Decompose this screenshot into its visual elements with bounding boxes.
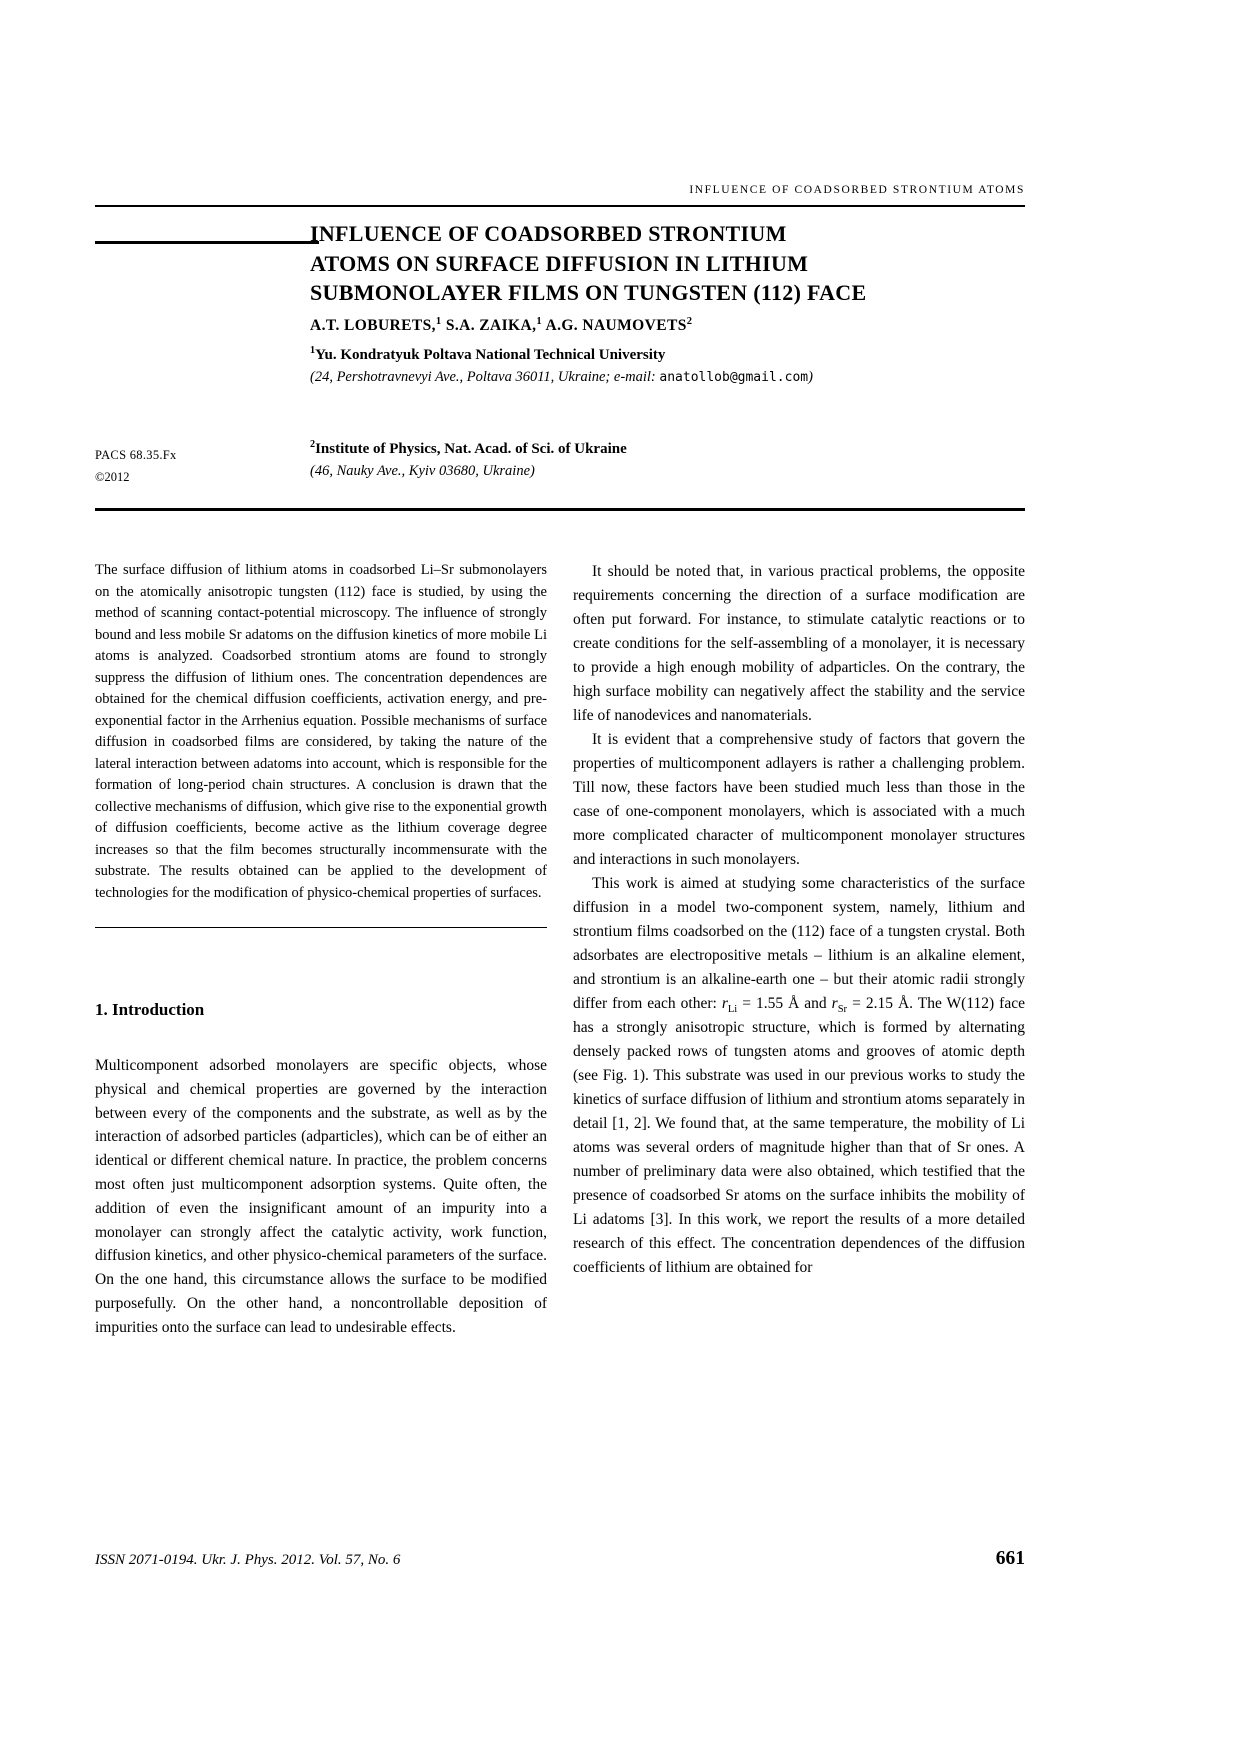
body-paragraph-3: This work is aimed at studying some characteristics of the surface diffusion in a model two-component system, namely, lithium and strontium films coadsorbed on the (112) face of a tungsten crystal. Both adsorbates are electropositive metals – lithium is an alkaline element, and strontium is an alkaline-earth one – but their atomic radii strongly differ from each other: $r_{Li} = 1.55$ Å and $r_{Sr} = 2.15$ Å. The W(112) face has a strongly anisotropic structure, which is formed by alternating densely packed rows of tungsten atoms and grooves of atomic depth (see Fig. 1). This substrate was used in our previous works to study the kinetics of surface diffusion of lithium and strontium atoms separately in detail [1, 2]. We found that, at the same temperature, the mobility of Li atoms was several orders of magnitude higher than that of Sr ones. A number of preliminary data were also obtained, which testified that the presence of coadsorbed Sr atoms on the surface inhibits the mobility of Li adatoms [3]. In this work, we report the results of a more detailed research of this effect. The concentration dependences of the diffusion coefficients of lithium are obtained for bbox=[573, 875, 1025, 1276]
abstract-divider bbox=[95, 927, 547, 928]
title-line-1: INFLUENCE OF COADSORBED STRONTIUM bbox=[310, 221, 787, 246]
affiliation-2-name: $^2$Institute of Physics, Nat. Acad. of Sci. of Ukraine bbox=[310, 439, 627, 457]
issn-line: ISSN 2071-0194. Ukr. J. Phys. 2012. Vol. 57, No. 6 bbox=[95, 1552, 401, 1568]
authors-line: A.T. LOBURETS,$^1$ S.A. ZAIKA,$^1$ A.G. NAUMOVETS$^2$ bbox=[310, 315, 693, 334]
article-title bbox=[310, 219, 1030, 308]
abstract-text: The surface diffusion of lithium atoms in coadsorbed Li–Sr submonolayers on the atomically anisotropic tungsten (112) face is studied, by using the method of scanning contact-potential microscopy. The influence of strongly bound and less mobile Sr adatoms on the diffusion kinetics of more mobile Li atoms is analyzed. Coadsorbed strontium atoms are found to strongly suppress the diffusion of lithium ones. The concentration dependences are obtained for the chemical diffusion coefficients, activation energy, and pre-exponential factor in the Arrhenius equation. Possible mechanisms of surface diffusion in coadsorbed films are considered, by taking the nature of the lateral interaction between adatoms into account, which is responsible for the formation of long-period chain structures. A conclusion is drawn that the collective mechanisms of diffusion, which give rise to the exponential growth of diffusion coefficients, become active as the lithium coverage degree increases so that the film becomes structurally incommensurate with the substrate. The results obtained can be applied to the development of technologies for the modification of physico-chemical properties of surfaces. bbox=[95, 562, 547, 901]
running-head: INFLUENCE OF COADSORBED STRONTIUM ATOMS bbox=[689, 184, 1025, 196]
affiliation-1 bbox=[310, 347, 1030, 386]
section-heading-introduction: 1. Introduction bbox=[95, 1000, 205, 1019]
pacs-label: PACS 68.35.Fx bbox=[95, 448, 177, 462]
title-line-2: ATOMS ON SURFACE DIFFUSION IN LITHIUM bbox=[310, 250, 809, 276]
affiliation-1-name: $^1$Yu. Kondratyuk Poltava National Technical University bbox=[310, 345, 666, 363]
page-footer bbox=[95, 1548, 1025, 1570]
introduction-paragraph: Multicomponent adsorbed monolayers are specific objects, whose physical and chemical properties are governed by the interaction between every of the components and the substrate, as well as by the interaction of adsorbed particles (adparticles), which can be of either an identical or different chemical nature. In practice, the problem concerns most often just multicomponent adsorption systems. Quite often, the addition of even the insignificant amount of an impurity into a monolayer can strongly affect the catalytic activity, work function, diffusion kinetics, and other physico-chemical parameters of the surface. On the one hand, this circumstance allows the surface to be modified purposefully. On the other hand, a noncontrollable deposition of impurities onto the surface can lead to undesirable effects. bbox=[95, 1057, 547, 1336]
title-side-rule bbox=[95, 241, 319, 244]
right-column bbox=[573, 560, 1025, 1340]
left-column bbox=[95, 560, 547, 1340]
copyright-label: ©2012 bbox=[95, 470, 130, 484]
two-column-body bbox=[95, 560, 1025, 1340]
header-rule bbox=[95, 205, 1025, 207]
page-number: 661 bbox=[995, 1548, 1025, 1569]
body-paragraph-2: It is evident that a comprehensive study of factors that govern the properties of multicomponent adlayers is rather a challenging problem. Till now, these factors have been studied much less than those in the case of one-component monolayers, which is associated with a much more complicated character of multicomponent monolayer structures and interactions in such monolayers. bbox=[573, 731, 1025, 868]
affiliation-1-address: (24, Pershotravnevyi Ave., Poltava 36011, Ukraine; e-mail: anatollob@gmail.com) bbox=[310, 369, 813, 385]
separator-rule bbox=[95, 508, 1025, 511]
title-line-3: SUBMONOLAYER FILMS ON TUNGSTEN (112) FACE bbox=[310, 280, 867, 305]
body-paragraph-1: It should be noted that, in various practical problems, the opposite requirements concerning the direction of a surface modification are often put forward. For instance, to stimulate catalytic reactions or to create conditions for the self-assembling of a monolayer, it is necessary to provide a high enough mobility of adparticles. On the contrary, the high surface mobility can negatively affect the stability and the service life of nanodevices and nanomaterials. bbox=[573, 563, 1025, 724]
affiliation-2 bbox=[310, 441, 1030, 480]
affiliation-2-address: (46, Nauky Ave., Kyiv 03680, Ukraine) bbox=[310, 463, 535, 479]
